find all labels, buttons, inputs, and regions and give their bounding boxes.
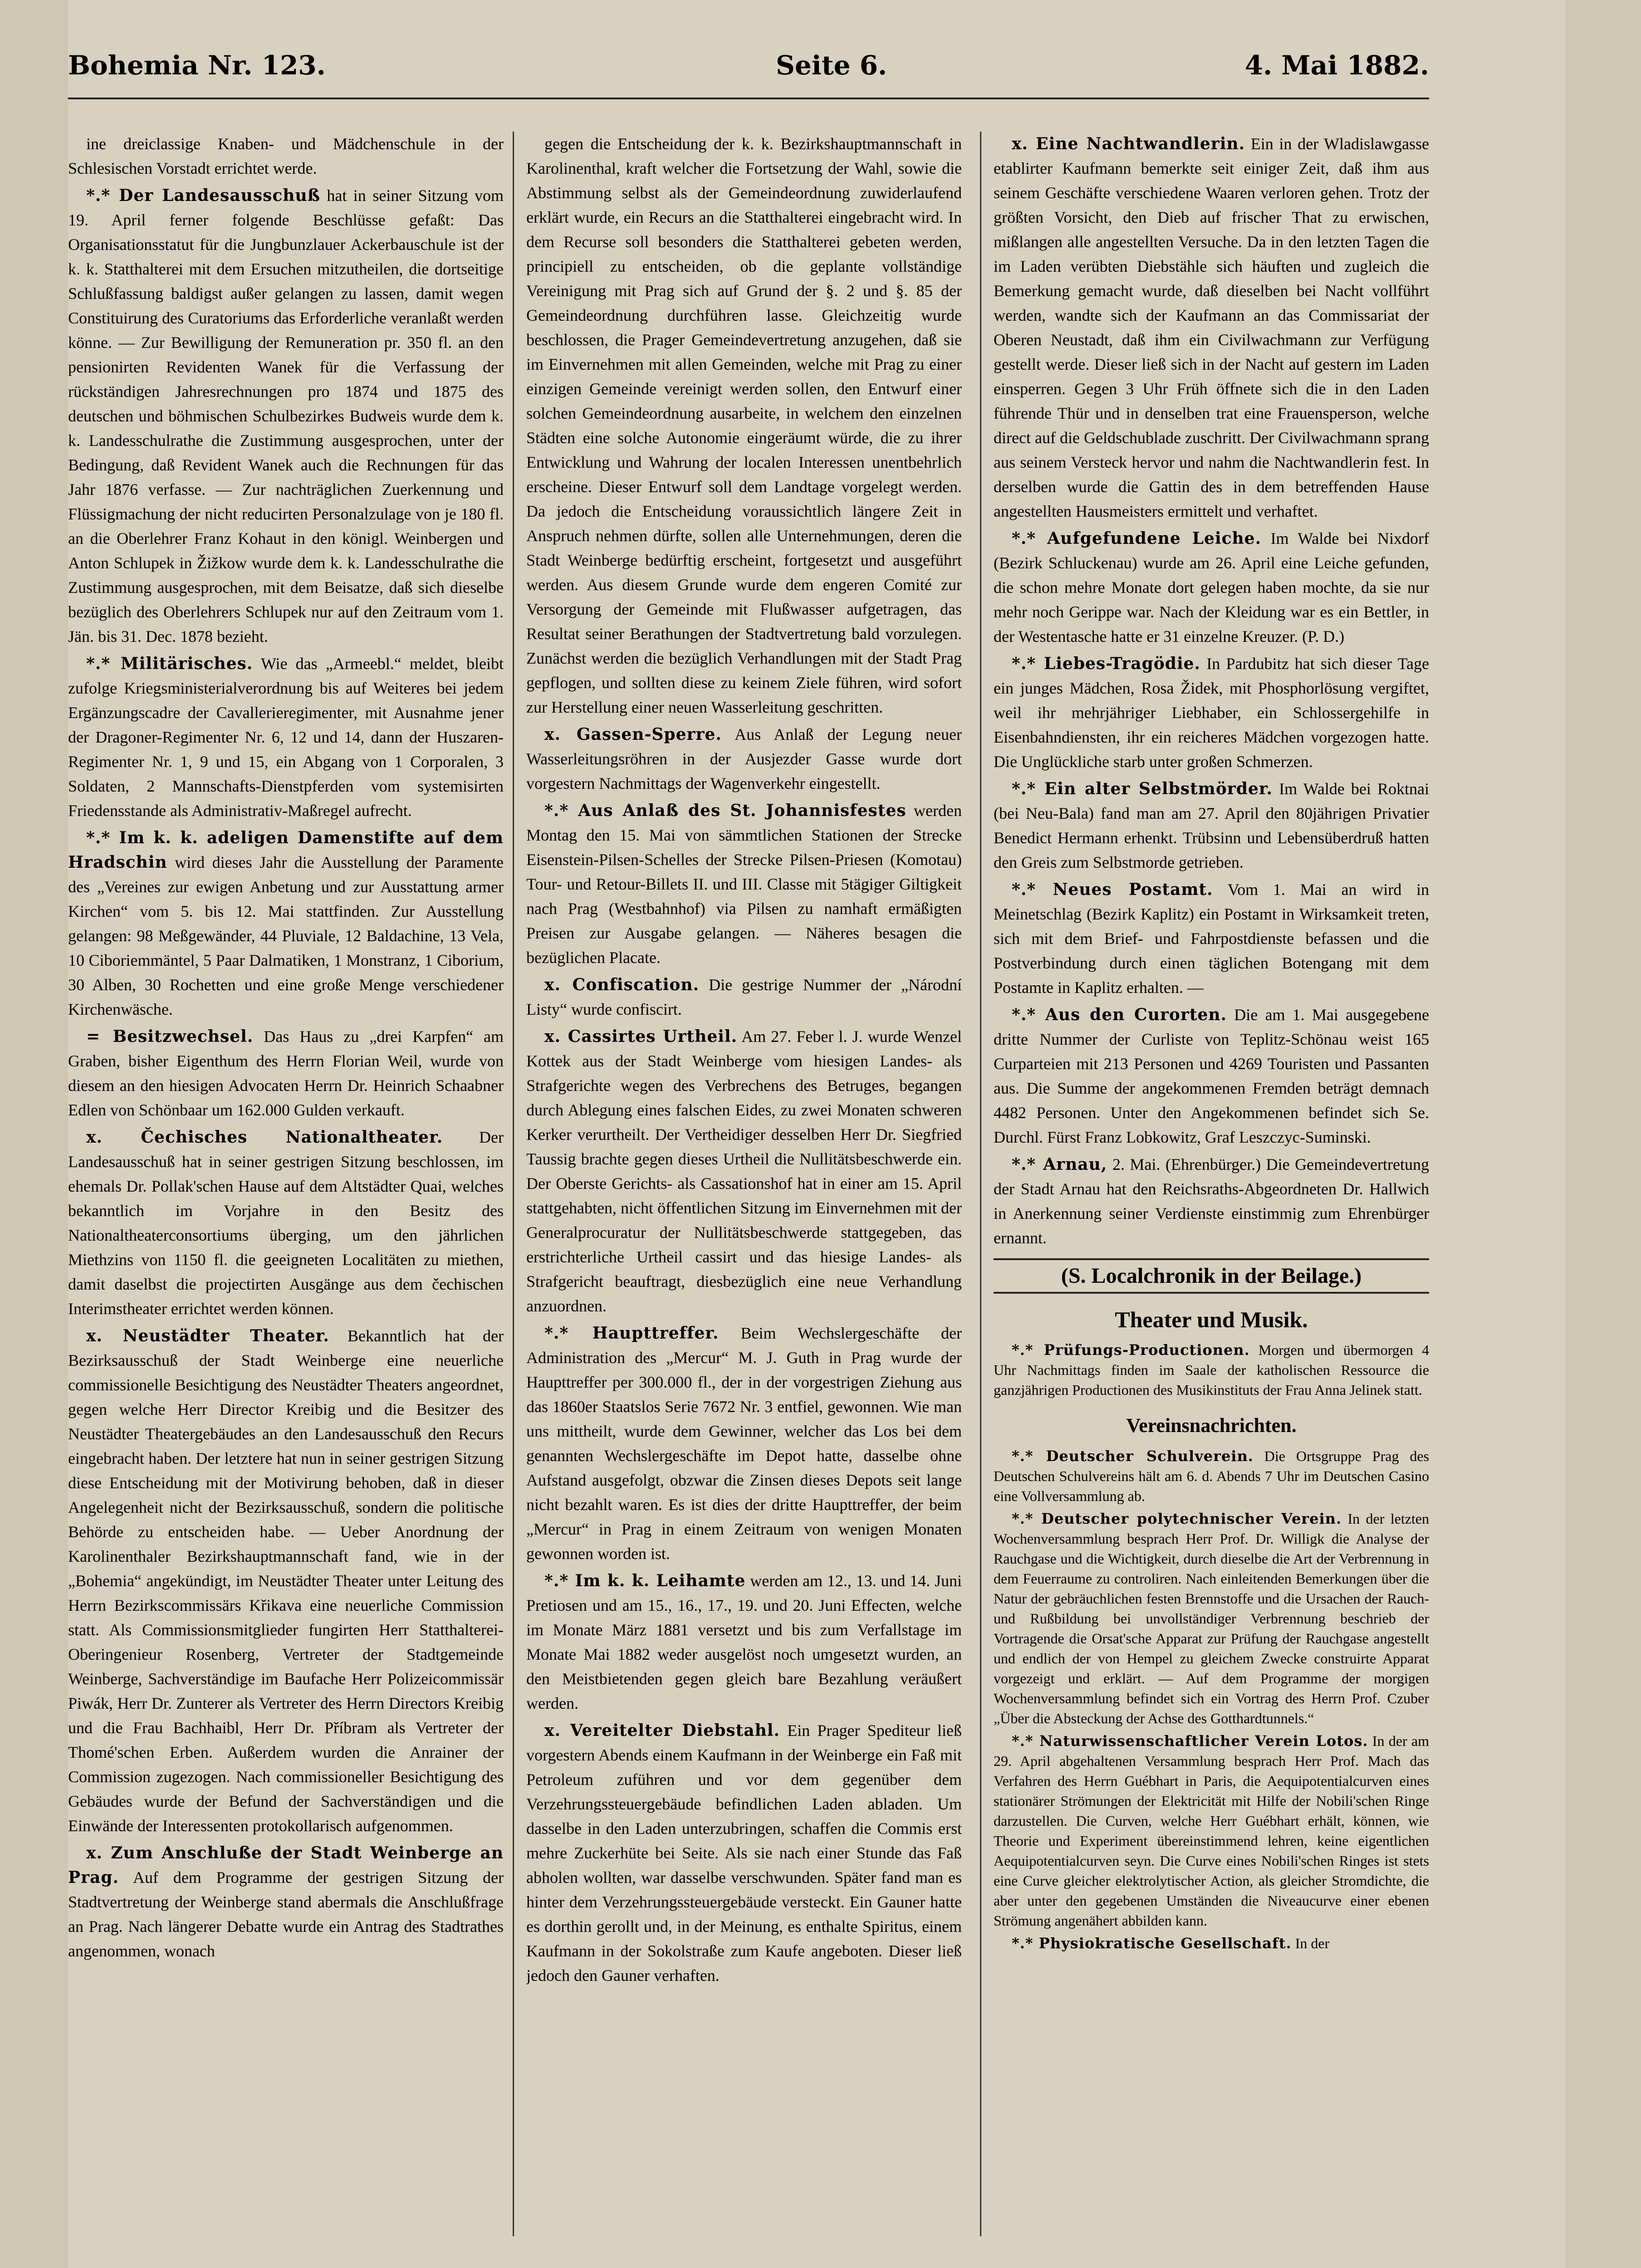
article-paragraph (994, 1152, 1429, 1250)
article-heading: *.* Aufgefundene Leiche. (1012, 529, 1262, 548)
article-paragraph (68, 651, 504, 823)
article-paragraph (994, 132, 1429, 523)
article-heading: *.* Arnau, (1012, 1155, 1107, 1174)
article-text: Im Walde bei Roktnai (bei Neu-Bala) fand man am 27. April den 80jährigen Privatier Benedict Hermann erhenkt. Trübsinn und Lebensüberdruß hatten den Greis zum Selbstmorde getrieben. (994, 780, 1429, 871)
article-heading: x. Confiscation. (544, 975, 700, 994)
article-paragraph (994, 1509, 1429, 1728)
scan-margin-right (1565, 0, 1641, 2268)
article-heading: *.* Prüfungs-Productionen. (1012, 1341, 1250, 1359)
article-paragraph (68, 1324, 504, 1838)
article-heading: *.* Liebes-Tragödie. (1012, 654, 1201, 673)
article-heading: *.* Haupttreffer. (544, 1324, 719, 1343)
article-heading: *.* Ein alter Selbstmörder. (1012, 779, 1273, 798)
article-heading: x. Cassirtes Urtheil. (544, 1027, 738, 1046)
article-text: In der am 29. April abgehaltenen Versammlung besprach Herr Prof. Mach das Verfahren des Herrn Guébhart in Paris, die Aequipotentialcurven eines stationärer Strömungen der Elektricität mit Hilfe der Nobili'schen Ringe darzustellen. Die Curven, welche Herr Guébhart erhält, können, wie Theorie und Experiment übereinstimmend lehren, keine eigentlichen Aequipotentialcurven seyn. Die Curve eines Nobili'schen Ringes ist stets eine Curve gleicher elektrolytischer Action, als gleicher Stromdichte, die aber unter den gegebenen Umständen die Niveaucurve einer ebenen Strömung angenähert abbilden kann. (994, 1733, 1429, 1929)
article-heading: x. Neustädter Theater. (86, 1326, 329, 1345)
article-text: gegen die Entscheidung der k. k. Bezirkshauptmannschaft in Karolinenthal, kraft welcher die Fortsetzung der Wahl, sowie die Abstimmung selbst als der Gemeindeordnung zuwiderlaufend erklärt wurde, ein Recurs an die Statthalterei eingebracht wird. In dem Recurse soll besonders die Statthalterei gebeten werden, principiell zu entscheiden, ob die geplante vollständige Vereinigung mit Prag sich auf Grund der §. 2 und §. 85 der Gemeindeordnung durchführen lasse. Gleichzeitig wurde beschlossen, die Prager Gemeindevertretung anzugehen, daß sie im Einvernehmen mit allen Gemeinden, welche mit Prag zu einer einzigen Gemeinde vereinigt werden sollen, den Entwurf einer solchen Gemeindeordnung ausarbeite, in welchem den einzelnen Städten eine solche Autonomie eingeräumt würde, die zu ihrer Entwicklung und Wahrung der localen Interessen unentbehrlich erscheine. Dieser Entwurf soll dem Landtage vorgelegt werden. Da jedoch die Entscheidung voraussichtlich längere Zeit in Anspruch nehmen dürfte, sollen alle Unternehmungen, deren die Stadt Weinberge bedürftig erscheint, fortgesetzt und ausgeführt werden. Aus diesem Grunde wurde dem engeren Comité zur Versorgung der Gemeinde mit Flußwasser aufgetragen, das Resultat seiner Berathungen der Stadtvertretung bald vorzulegen. Zunächst werden die bezüglich Verhandlungen mit der Stadt Prag gepflogen, und sollten diese zu keinem Ziele führen, wird sofort zur Herstellung einer neuen Wasserleitung geschritten. (526, 135, 962, 716)
article-paragraph (526, 722, 962, 796)
article-text: Ein in der Wladislawgasse etablirter Kaufmann bemerkte seit einiger Zeit, daß ihm aus seinem Geschäfte verschiedene Waaren verloren gehen. Trotz der größten Vorsicht, den Dieb auf frischer That zu erwischen, mißlangen alle angestellten Versuche. Da in den letzten Tagen die im Laden verübten Diebstähle sich häuften und zugleich die Bemerkung gemacht wurde, daß dieselben bei Nacht vollführt werden, wandte sich der Kaufmann an das Commissariat der Oberen Neustadt, daß ihm ein Civilwachmann zur Verfügung gestellt werde. Dieser ließ sich in der Nacht auf gestern im Laden einsperren. Gegen 3 Uhr Früh öffnete sich die in den Laden führende Thür und in denselben trat eine Frauensperson, welche direct auf die Geldschublade zuschritt. Der Civilwachmann sprang aus seinem Versteck hervor und nahm die Nachtwandlerin fest. In derselben wurde die Gattin des in dem betreffenden Hause angestellten Hausmeisters ermittelt und verhaftet. (994, 135, 1429, 520)
article-text: In der (1291, 1935, 1330, 1951)
article-heading: *.* Deutscher polytechnischer Verein. (1012, 1510, 1342, 1527)
article-text: Aus Anlaß der Legung neuer Wasserleitungsröhren in der Ausjezder Gasse wurde dort vorgestern Nachmittags der Wagenverkehr eingestellt. (526, 725, 962, 792)
article-heading: *.* Militärisches. (86, 654, 253, 673)
article-text: Die am 1. Mai ausgegebene dritte Nummer der Curliste von Teplitz-Schönau weist 165 Curparteien mit 213 Personen und 4269 Touristen und Passanten aus. Die Summe der angekommenen Fremden beträgt demnach 4482 Personen. Unter den Angekommenen befindet sich Se. Durchl. Fürst Franz Lobkowitz, Graf Leszczyc-Suminski. (994, 1006, 1429, 1146)
scan-margin-left (0, 0, 68, 2268)
article-heading: x. Gassen-Sperre. (544, 725, 722, 744)
column-2 (526, 132, 962, 2236)
page-header (68, 36, 1429, 91)
article-text: In der letzten Wochenversammlung besprach Herr Prof. Dr. Willigk die Analyse der Rauchgase und die Wichtigkeit, durch dieselbe die Art der Verbrennung in dem Feuerraume zu controliren. Nach einleitenden Bemerkungen über die Natur der gebräuchlichen festen Brennstoffe und die Ursachen der Rauch- und Rußbildung bei unvollständiger Verbrennung beschrieb der Vortragende die Orsat'sche Apparat zur Prüfung der Rauchgase angestellt und endlich der von Hempel zu gleichem Zwecke construirte Apparat vorgezeigt und erklärt. — Auf dem Programme der morgigen Wochenversammlung befindet sich ein Vortrag des Herrn Prof. Czuber „Über die Absteckung der Achse des Gotthardtunnels.“ (994, 1510, 1429, 1726)
page-number: Seite 6. (776, 50, 887, 81)
article-text: Der Landesausschuß hat in seiner gestrigen Sitzung beschlossen, im ehemals Dr. Pollak'schen Hause auf dem Altstädter Quai, welches bekanntlich im Vorjahre in den Besitz des Nationaltheaterconsortiums überging, um den jährlichen Miethzins von 1150 fl. die geeigneten Localitäten zu miethen, damit daselbst die projectirten Ausgänge aus dem čechischen Interimstheater errichtet werden können. (68, 1128, 504, 1318)
article-heading: *.* Neues Postamt. (1012, 880, 1213, 899)
article-text: hat in seiner Sitzung vom 19. April ferner folgende Beschlüsse gefaßt: Das Organisationsstatut für die Jungbunzlauer Ackerbauschule ist der k. k. Statthalterei mit dem Ersuchen mitzutheilen, die dortseitige Schlußfassung baldigst außer gelangen zu lassen, damit wegen Constituirung des Curatoriums das Erforderliche veranlaßt werden könne. — Zur Bewilligung der Remuneration pr. 350 fl. an den pensionirten Revidenten Wanek für die Verfassung der rückständigen Jahresrechnungen pro 1874 und 1875 des deutschen und böhmischen Schulbezirkes Budweis wurde dem k. k. Landesschulrathe die Zustimmung ausgesprochen, unter der Bedingung, daß Revident Wanek auch die Rechnungen für das Jahr 1876 verfasse. — Zur nachträglichen Zuerkennung und Flüssigmachung der nicht reducirten Personalzulage von je 180 fl. an die Oberlehrer Franz Kohaut in den königl. Weinbergen und Anton Schlupek in Žižkow wurde dem k. k. Landesschulrathe die Zustimmung ausgesprochen, mit dem Beisatze, daß sich dieselbe bezüglich des Oberlehrers Schlupek nur auf den Zeitraum vom 1. Jän. bis 31. Dec. 1878 bezieht. (68, 186, 504, 645)
article-text: In Pardubitz hat sich dieser Tage ein junges Mädchen, Rosa Židek, mit Phosphorlösung vergiftet, weil ihr mehrjähriger Liebhaber, ein Schlossergehilfe in Eisenbahndiensten, ihr ein reicheres Mädchen vorgezogen hatte. Die Unglückliche starb unter großen Schmerzen. (994, 655, 1429, 771)
article-paragraph (68, 132, 504, 181)
article-heading: *.* Aus den Curorten. (1012, 1005, 1227, 1024)
article-text: werden Montag den 15. Mai von sämmtlichen Stationen der Strecke Eisenstein-Pilsen-Schelles der Strecke Pilsen-Priesen (Komotau) Tour- und Retour-Billets II. und III. Classe mit 5tägiger Giltigkeit nach Prag (Westbahnhof) via Pilsen zu namhaft ermäßigten Preisen zur Ausgabe gelangen. — Näheres besagen die bezüglichen Placate. (526, 802, 962, 967)
article-text: Am 27. Feber l. J. wurde Wenzel Kottek aus der Stadt Weinberge vom hiesigen Landes- als Strafgerichte wegen des Verbrechens des Betruges, begangen durch Ablegung eines falschen Eides, zu zwei Monaten schweren Kerker verurtheilt. Der Vertheidiger desselben Herr Dr. Siegfried Taussig brachte gegen dieses Urtheil die Nullitätsbeschwerde ein. Der Oberste Gerichts- als Cassationshof hat in einer am 15. April stattgehabten, nicht öffentlichen Sitzung im Einvernehmen mit der Generalprocuratur der Nullitätsbeschwerde stattgegeben, das erstrichterliche Urtheil cassirt und das hiesige Landes- als Strafgericht beauftragt, diesbezüglich eine neue Verhandlung anzuordnen. (526, 1027, 962, 1315)
article-paragraph (994, 1933, 1429, 1953)
article-paragraph (526, 1024, 962, 1318)
article-paragraph (68, 1024, 504, 1122)
column-1 (68, 132, 504, 2236)
article-paragraph (994, 1446, 1429, 1506)
article-text: Die gestrige Nummer der „Národní Listy“ wurde confiscirt. (526, 976, 962, 1018)
article-paragraph (994, 526, 1429, 649)
issue-date: 4. Mai 1882. (1244, 50, 1429, 81)
article-text: Bekanntlich hat der Bezirksausschuß der Stadt Weinberge eine neuerliche commissionelle Besichtigung des Neustädter Theaters angeordnet, gegen welche Herr Director Kreibig und die Besitzer des Neustädter Theatergebäudes an den Landesausschuß den Recurs eingebracht haben. Der letztere hat nun in seiner gestrigen Sitzung diese Entscheidung mit der Motivirung behoben, daß in dieser Angelegenheit nicht der Bezirksausschuß, sondern die politische Behörde zu entscheiden habe. — Ueber Anordnung der Karolinenthaler Bezirkshauptmannschaft fand, wie in der „Bohemia“ angekündigt, im Neustädter Theater unter Leitung des Herrn Bezirkscommissärs Křikava eine neuerliche Commission statt. Als Commissionsmitglieder fungirten Herr Statthalterei-Oberingenieur Rosenberg, Vertreter der Stadtgemeinde Weinberge, Sachverständige im Baufache Herr Polizeicommissär Piwák, Herr Dr. Zunterer als Vertreter des Herrn Directors Kreibig und die Frau Bachhaibl, Herr Dr. Příbram als Vertreter der Thomé'schen Erben. Außerdem wurden die Anrainer der Commission zugezogen. Nach commissioneller Besichtigung des Gebäudes wurde der Befund der Sachverständigen und die Einwände der Interessenten protokollarisch aufgenommen. (68, 1327, 504, 1835)
article-paragraph (994, 877, 1429, 1000)
article-heading: *.* Aus Anlaß des St. Johannisfestes (544, 801, 906, 820)
article-paragraph (526, 973, 962, 1022)
article-paragraph (994, 651, 1429, 774)
article-paragraph (526, 1321, 962, 1566)
article-paragraph (994, 1340, 1429, 1400)
column-divider (980, 132, 981, 2236)
column-3 (994, 132, 1429, 2236)
article-paragraph (68, 826, 504, 1022)
article-text: Wie das „Armeebl.“ meldet, bleibt zufolge Kriegsministerialverordnung bis auf Weiteres bei jedem Ergänzungscadre der Cavallerieregimenter, mit Ausnahme jener der Dragoner-Regimenter Nr. 6, 12 und 14, dann der Huszaren-Regimenter Nr. 1, 9 und 15, ein Abgang von 1 Corporalen, 3 Soldaten, 2 Mannschafts-Dienstpferden vom systemisirten Friedensstande als Administrativ-Maßregel aufrecht. (68, 655, 504, 820)
article-paragraph (994, 1002, 1429, 1149)
article-paragraph (994, 777, 1429, 875)
journal-issue: Bohemia Nr. 123. (68, 50, 326, 81)
article-heading: *.* Deutscher Schulverein. (1012, 1447, 1254, 1465)
article-paragraph (994, 1731, 1429, 1931)
article-paragraph (68, 183, 504, 649)
article-text: Vom 1. Mai an wird in Meinetschlag (Bezirk Kaplitz) ein Postamt in Wirksamkeit treten, sich mit dem Brief- und Fahrpostdienste befassen und die Postverbindung durch einen täglichen Botengang mit dem Postamte in Kaplitz erhalten. — (994, 880, 1429, 997)
section-heading-theater: Theater und Musik. (1115, 1307, 1308, 1332)
article-heading: x. Čechisches Nationaltheater. (86, 1128, 443, 1147)
article-text: Morgen und übermorgen 4 Uhr Nachmittags finden im Saale der katholischen Ressource die ganzjährigen Productionen des Musikinstituts der Frau Anna Jelinek statt. (994, 1342, 1429, 1398)
article-paragraph (526, 1718, 962, 1988)
article-heading: *.* Der Landesausschuß (86, 186, 320, 205)
article-heading: *.* Physiokratische Gesellschaft. (1012, 1935, 1292, 1952)
article-paragraph (526, 132, 962, 719)
header-rule (68, 98, 1429, 99)
article-heading: *.* Im k. k. adeligen Damenstifte auf dem Hradschin (68, 828, 504, 872)
article-paragraph (68, 1841, 504, 1963)
section-heading-vereine: Vereinsnachrichten. (1126, 1414, 1297, 1437)
column-divider (513, 132, 514, 2236)
article-paragraph (526, 798, 962, 970)
article-heading: *.* Im k. k. Leihamte (544, 1571, 746, 1590)
article-text: Ein Prager Spediteur ließ vorgestern Abends einem Kaufmann in der Weinberge ein Faß mit Petroleum zuführen und vor dem gegenüber dem Verzehrungssteuergebäude befindlichen Laden abladen. Um dasselbe in den Laden unterzubringen, schaffen die Commis erst mehre Zuckerhüte bei Seite. Als sie nach einer Stunde das Faß abholen wollten, war dasselbe verschwunden. Später fand man es hinter dem Verzehrungssteuergebäude versteckt. Ein Gauner hatte es dorthin gerollt und, in der Meinung, es enthalte Spiritus, einem Kaufmann in der Sokolstraße zum Kaufe angeboten. Dieser ließ jedoch den Gauner verhaften. (526, 1721, 962, 1984)
article-text: Die Ortsgruppe Prag des Deutschen Schulvereins hält am 6. d. Abends 7 Uhr im Deutschen Casino eine Vollversammlung ab. (994, 1448, 1429, 1504)
article-text: Beim Wechslergeschäfte der Administration des „Mercur“ M. J. Guth in Prag wurde der Haupttreffer per 300.000 fl., der in der vorgestrigen Ziehung aus das 1860er Staatslos Serie 7672 Nr. 3 entfiel, gewonnen. Wie man uns mittheilt, wurde dem Gewinner, welcher das Los bei dem genannten Wechslergeschäfte im Depot hatte, dasselbe ohne Aufstand ausgefolgt, obzwar die Zinsen dieses Depots seit lange nicht bezahlt waren. Es ist dies der dritte Haupttreffer, der beim „Mercur“ in Prag in einem Zeitraum von wenigen Monaten gewonnen worden ist. (526, 1324, 962, 1563)
article-text: Im Walde bei Nixdorf (Bezirk Schluckenau) wurde am 26. April eine Leiche gefunden, die schon mehre Monate dort gelegen haben mochte, da sie nur mehr noch Gerippe war. Nach der Kleidung war es ein Bettler, in der Westentasche hatte er 31 einzelne Kreuzer. (P. D.) (994, 529, 1429, 645)
article-text: werden am 12., 13. und 14. Juni Pretiosen und am 15., 16., 17., 19. und 20. Juni Effecten, welche im Monate März 1881 versetzt und bis zum Verfallstage im Monate Mai 1882 weder ausgelöst noch umgesetzt wurden, an den Meistbietenden gegen gleich bare Bezahlung veräußert werden. (526, 1572, 962, 1712)
localchronik-note: (S. Localchronik in der Beilage.) (994, 1258, 1429, 1294)
article-text: wird dieses Jahr die Ausstellung der Paramente des „Vereines zur ewigen Anbetung und zur Ausstattung armer Kirchen“ vom 5. bis 12. Mai stattfinden. Zur Ausstellung gelangen: 98 Meßgewänder, 44 Pluviale, 12 Baldachine, 13 Vela, 10 Ciboriemmäntel, 5 Paar Dalmatiken, 1 Monstranz, 1 Ciborium, 30 Alben, 30 Rochetten und eine große Menge verschiedener Kirchenwäsche. (68, 853, 504, 1018)
article-text: Auf dem Programme der gestrigen Sitzung der Stadtvertretung der Weinberge stand abermals die Anschlußfrage an Prag. Nach längerer Debatte wurde ein Antrag des Stadtrathes angenommen, wonach (68, 1868, 504, 1960)
article-text: ine dreiclassige Knaben- und Mädchenschule in der Schlesischen Vorstadt errichtet werde. (68, 135, 504, 177)
article-heading: x. Zum Anschluße der Stadt Weinberge an Prag. (68, 1843, 504, 1887)
article-text: 2. Mai. (Ehrenbürger.) Die Gemeindevertretung der Stadt Arnau hat den Reichsraths-Abgeordneten Dr. Hallwich in Anerkennung seiner Verdienste einstimmig zum Ehrenbürger ernannt. (994, 1155, 1429, 1247)
article-heading: x. Vereitelter Diebstahl. (544, 1721, 780, 1740)
article-heading: *.* Naturwissenschaftlicher Verein Lotos. (1012, 1732, 1368, 1750)
article-paragraph (526, 1569, 962, 1716)
article-heading: = Besitzwechsel. (86, 1027, 254, 1046)
article-text: Das Haus zu „drei Karpfen“ am Graben, bisher Eigenthum des Herrn Florian Weil, wurde von diesem an den hiesigen Advocaten Herrn Dr. Heinrich Schaabner Edlen von Schönbaar um 162.000 Gulden verkauft. (68, 1027, 504, 1119)
article-heading: x. Eine Nachtwandlerin. (1012, 134, 1245, 153)
article-paragraph (68, 1125, 504, 1321)
